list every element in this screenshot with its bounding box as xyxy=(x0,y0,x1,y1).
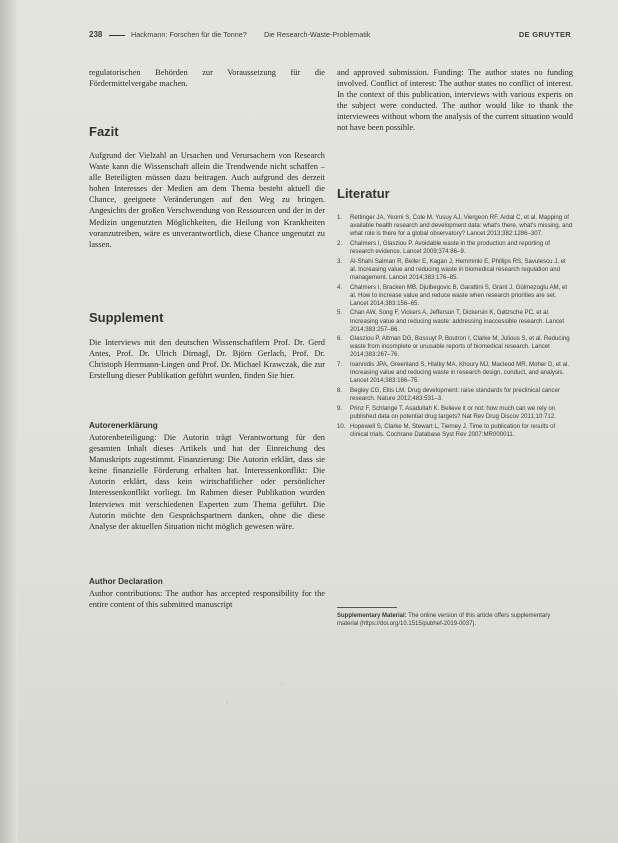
reference-item xyxy=(337,258,573,282)
reference-text: Glasziou P, Altman DG, Bossuyt P, Boutron I, Clarke M, Julious S, et al. Reducing waste from incomplete or unusable reports of biomedical research. Lancet 2014;383:267–76. xyxy=(350,335,570,359)
header-rule xyxy=(109,35,125,36)
fazit-heading: Fazit xyxy=(89,124,119,139)
reference-text: Al-Shahi Salman R, Beller E, Kagan J, Hemminki E, Phillips RS, Savulescu J, et al. Increasing value and reducing waste in biomedical research regulation and management. Lancet 2014;383:176–85. xyxy=(350,257,566,281)
supplement-heading: Supplement xyxy=(89,310,164,325)
reference-item xyxy=(337,423,573,439)
author-declaration-section xyxy=(89,577,325,586)
reference-number: 1. xyxy=(337,214,343,221)
reference-item xyxy=(337,284,573,308)
left-intro xyxy=(89,67,325,89)
reference-number: 5. xyxy=(337,309,343,317)
fazit-body xyxy=(89,150,325,250)
page-number: 238 xyxy=(89,30,103,39)
reference-text: Hopewell S, Clarke M, Stewart L, Tierney J. Time to publication for results of clinical trials. Cochrane Database Syst Rev 2007:MR000011. xyxy=(350,422,556,438)
reference-list xyxy=(337,214,573,440)
reference-text: Ioannidis JPA, Greenland S, Hlatky MA, Khoury MJ, Macleod MR, Moher D, et al. Increasing value and reducing waste in research design, conduct, and analysis. Lancet 2014;383:166–75. xyxy=(350,361,570,385)
reference-item xyxy=(337,361,573,385)
footnote-rule xyxy=(337,607,397,608)
reference-item xyxy=(337,240,573,256)
reference-number: 4. xyxy=(337,283,343,291)
reference-item xyxy=(337,214,573,238)
intro-paragraph: regulatorischen Behörden zur Voraussetzung für die Fördermittelvergabe machen. xyxy=(89,68,325,89)
literatur-heading: Literatur xyxy=(337,186,390,201)
supplementary-text: The online version of this article offers supplementary material (https://doi.org/10.1515/pubhef-2019-0037). xyxy=(337,613,551,627)
author-declaration-heading: Author Declaration xyxy=(89,577,163,586)
reference-text: Chalmers I, Glasziou P. Avoidable waste in the production and reporting of research evidence. Lancet 2009;374:86–9. xyxy=(350,239,550,255)
supplement-body xyxy=(89,337,325,381)
reference-text: Begley CG, Ellis LM. Drug development: raise standards for preclinical cancer research. Nature 2012;483:531–3. xyxy=(350,387,560,403)
fazit-paragraph: Aufgrund der Vielzahl an Ursachen und Verursachern von Research Waste kann die Wissenschaft allein die Trendwende nicht schaffen – alle Beteiligten müssen dazu beitragen. Auch aufgrund des derzeit hohen Interesses der Medien am dem Thema besteht aktuell die Chance, geeignete Veränderungen auf den Weg zu bringen. Angesichts der großen Verschwendung von Ressourcen und der in der Medizin ungenutzten Möglichkeiten, die Heilung von Krankheiten voranzutreiben, wäre es unverantwortlich, diese Chance ungenutzt zu lassen. xyxy=(89,151,325,249)
right-continued xyxy=(337,67,573,134)
reference-number: 10. xyxy=(337,422,346,430)
running-header xyxy=(89,30,571,42)
reference-number: 3. xyxy=(337,257,343,265)
fazit-section xyxy=(89,124,325,139)
reference-item xyxy=(337,405,573,421)
autorenerklaerung-section xyxy=(89,421,325,430)
header-short-title: Die Research-Waste-Problematik xyxy=(264,30,371,39)
continued-paragraph: and approved submission. Funding: The author states no funding involved. Conflict of interest: The author states no conflict of interest. In the context of this publication, interviews with various experts on the subject were conducted. The author would like to thank the interviewees without whom the analysis of the current situation would not have been possible. xyxy=(337,68,573,133)
header-authors: Hackmann: Forschen für die Tonne? xyxy=(131,30,247,39)
autorenerklaerung-paragraph: Autorenbeteiligung: Die Autorin trägt Verantwortung für den gesamten Inhalt dieses Artikels und hat der Einreichung des Manuskripts zugestimmt. Finanzierung: Die Autorin erklärt, dass sie keine finanzielle Förderung erhalten hat. Interessenkonflikt: Die Autorin erklärt, dass kein wirtschaftlicher oder persönlicher Interessenkonflikt vorliegt. Im Rahmen dieser Publikation wurden Interviews mit verschiedenen Experten zum Thema geführt. Die Autorin möchte den Gesprächspartnern danken, ohne die diese Analyse der aktuellen Situation nicht möglich gewesen wäre. xyxy=(89,433,325,531)
scan-speck: · xyxy=(226,700,228,707)
author-declaration-body xyxy=(89,588,325,610)
reference-number: 7. xyxy=(337,361,343,369)
scan-speck: · xyxy=(281,682,283,689)
reference-text: Chalmers I, Bracken MB, Djulbegovic B, Garattini S, Grant J, Gülmezoglu AM, et al. How to increase value and reduce waste when research priorities are set. Lancet 2014;383:156–65. xyxy=(350,283,568,307)
publisher-name: DE GRUYTER xyxy=(518,30,571,39)
supplement-section xyxy=(89,310,325,325)
reference-number: 2. xyxy=(337,239,343,247)
reference-text: Chan AW, Song F, Vickers A, Jefferson T, Dickersin K, Gøtzsche PC, et al. Increasing value and reducing waste: addressing inaccessible research. Lancet 2014;383:257–66. xyxy=(350,309,565,333)
scan-edge xyxy=(0,0,18,843)
autorenerklaerung-body xyxy=(89,432,325,532)
reference-text: Prinz F, Schlange T, Asadullah K. Believe it or not: how much can we rely on published data on potential drug targets? Nat Rev Drug Discov 2011;10:712. xyxy=(350,404,556,420)
reference-item xyxy=(337,309,573,333)
reference-item xyxy=(337,387,573,403)
autorenerklaerung-heading: Autorenerklärung xyxy=(89,421,158,430)
supplementary-label: Supplementary Material: xyxy=(337,613,407,619)
supplement-paragraph: Die Interviews mit den deutschen Wissenschaftlern Prof. Dr. Gerd Antes, Prof. Dr. Ulrich Dirnagl, Dr. Björn Gerlach, Prof. Dr. Christoph Herrmann-Lingen und Prof. Dr. Michael Krawczak, die zur Erstellung dieser Publikation geführt wurden, finden Sie hier. xyxy=(89,338,325,381)
reference-item xyxy=(337,335,573,359)
literatur-section xyxy=(337,186,573,201)
reference-number: 6. xyxy=(337,335,343,343)
author-declaration-paragraph: Author contributions: The author has accepted responsibility for the entire content of this submitted manuscript xyxy=(89,589,325,610)
reference-text: Rettinger JA, Yeomi S, Cole M, Yusuy AJ, Viergeon RF, Ardal C, et al. Mapping of available health research and development data: what's there, what's missing, and what role is there for a global observatory? Lancet 2013;382:1286–307. xyxy=(350,214,573,238)
reference-number: 9. xyxy=(337,404,343,412)
reference-number: 8. xyxy=(337,387,343,395)
supplementary-material-note xyxy=(337,612,573,628)
